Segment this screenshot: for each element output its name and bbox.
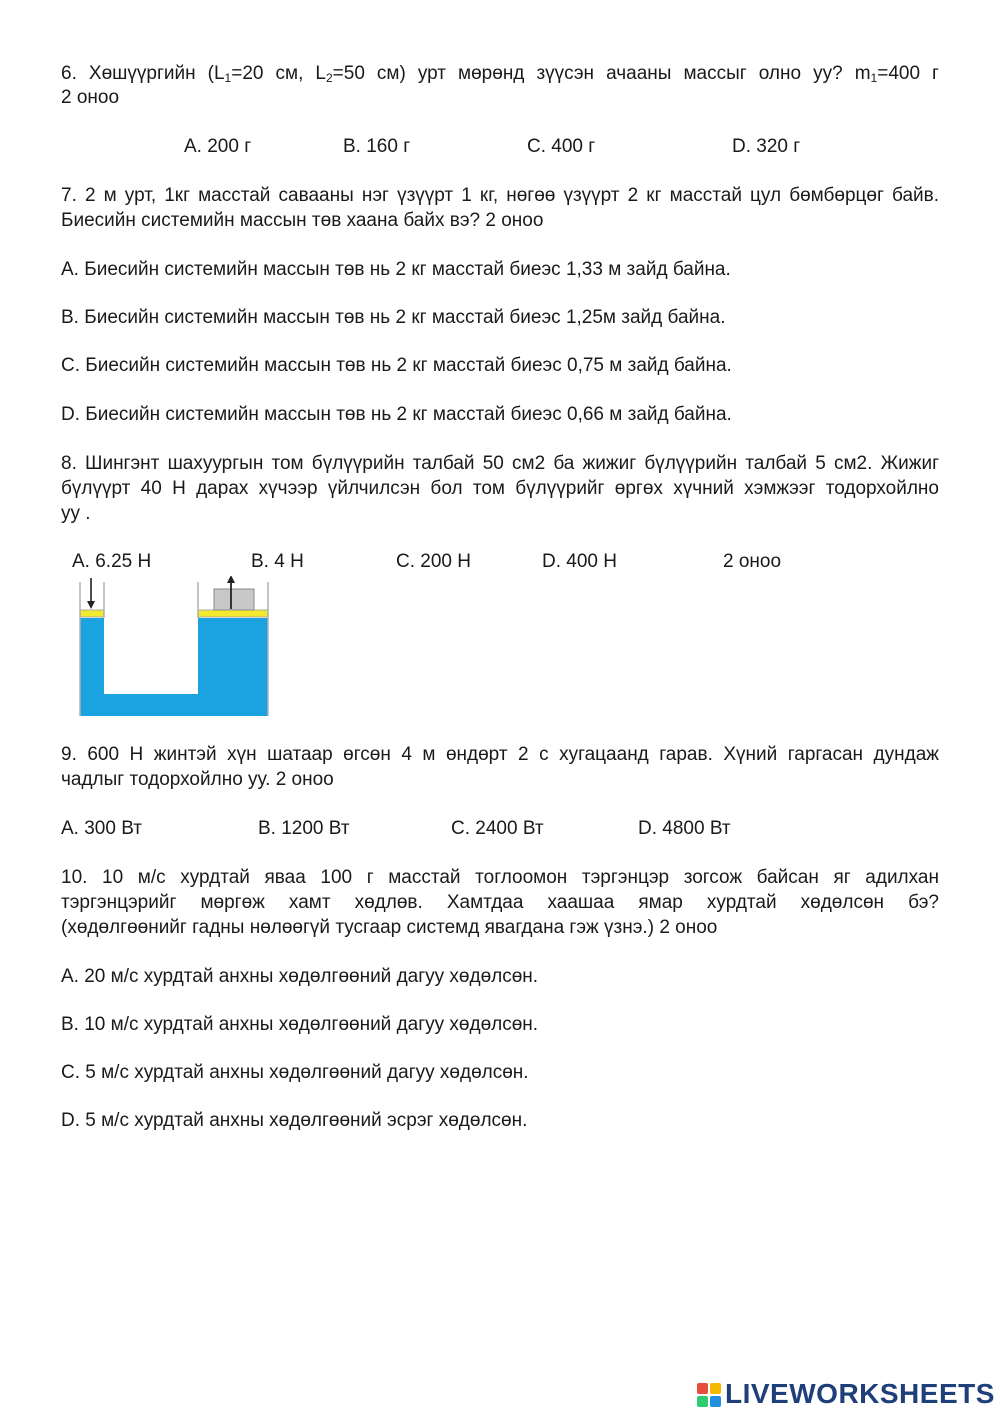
liveworksheets-logo-icon: [697, 1381, 723, 1407]
down-force-arrow: [87, 578, 95, 609]
q10-option-c[interactable]: C. 5 м/с хурдтай анхны хөдөлгөөний дагуу хөдөлсөн.: [61, 1062, 529, 1083]
q7-option-d[interactable]: D. Биесийн системийн массын төв нь 2 кг масстай биеэс 0,66 м зайд байна.: [61, 404, 732, 425]
q8-option-d[interactable]: D. 400 Н: [542, 551, 617, 572]
load-weight: [214, 589, 254, 610]
q6-points: 2 оноо: [61, 87, 120, 108]
hydraulic-liquid: [80, 618, 268, 716]
q8-option-b[interactable]: B. 4 Н: [251, 551, 304, 572]
q9-option-b[interactable]: B. 1200 Вт: [258, 818, 350, 839]
q9-option-d[interactable]: D. 4800 Вт: [638, 818, 731, 839]
q7-text-line-1: 7. 2 м урт, 1кг масстай савааны нэг үзүүрт 1 кг, нөгөө үзүүрт 2 кг масстай цул бөмбөрцөг байв.: [61, 185, 939, 206]
q8-option-a[interactable]: A. 6.25 Н: [72, 551, 152, 572]
q9-text-line-2: чадлыг тодорхойлно уу. 2 оноо: [61, 769, 334, 790]
liveworksheets-logo[interactable]: [697, 1378, 995, 1410]
q10-option-a[interactable]: A. 20 м/с хурдтай анхны хөдөлгөөний дагуу хөдөлсөн.: [61, 966, 539, 987]
q7-text-line-2: Биесийн системийн массын төв хаана байх вэ? 2 оноо: [61, 210, 544, 231]
q6-option-c[interactable]: C. 400 г: [527, 136, 596, 157]
hydraulic-press-diagram: [72, 576, 278, 722]
q10-text-line-2: тэргэнцэрийг мөргөж хамт хөдлөв. Хамтдаа хаашаа ямар хурдтай хөдөлсөн бэ?: [61, 892, 939, 913]
q7-option-a[interactable]: A. Биесийн системийн массын төв нь 2 кг масстай биеэс 1,33 м зайд байна.: [61, 259, 731, 280]
q9-text-line-1: 9. 600 Н жинтэй хүн шатаар өгсөн 4 м өндөрт 2 с хугацаанд гарав. Хүний гаргасан дундаж: [61, 744, 939, 765]
q10-text-line-3: (хөдөлгөөнийг гадны нөлөөгүй тусгаар системд явагдана гэж үзнэ.) 2 оноо: [61, 917, 718, 938]
q6-option-a[interactable]: A. 200 г: [184, 136, 252, 157]
q9-option-c[interactable]: C. 2400 Вт: [451, 818, 544, 839]
q9-option-a[interactable]: A. 300 Вт: [61, 818, 142, 839]
q10-text-line-1: 10. 10 м/с хурдтай яваа 100 г масстай тоглоомон тэргэнцэр зогсож байсан яг адилхан: [61, 867, 939, 888]
q6-option-d[interactable]: D. 320 г: [732, 136, 801, 157]
q7-option-c[interactable]: C. Биесийн системийн массын төв нь 2 кг масстай биеэс 0,75 м зайд байна.: [61, 355, 732, 376]
q8-text-line-2: бүлүүрт 40 Н дарах хүчээр үйлчилсэн бол том бүлүүрийг өргөх хүчний хэмжээг тодорхойлно: [61, 478, 939, 499]
q8-points: 2 оноо: [723, 551, 782, 572]
q6-text-line-1: 6. Хөшүүргийн ($L_1=20$ см, $L_2=50$ см) урт мөрөнд зүүсэн ачааны массыг олно уу? $m_1=400$ г: [61, 63, 939, 85]
q10-option-d[interactable]: D. 5 м/с хурдтай анхны хөдөлгөөний эсрэг хөдөлсөн.: [61, 1110, 528, 1131]
liveworksheets-logo-text: LIVEWORKSHEETS: [725, 1378, 995, 1409]
q7-option-b[interactable]: B. Биесийн системийн массын төв нь 2 кг масстай биеэс 1,25м зайд байна.: [61, 307, 726, 328]
small-piston: [80, 610, 104, 617]
large-piston: [198, 610, 268, 617]
q6-option-b[interactable]: B. 160 г: [343, 136, 411, 157]
q8-text-line-1: 8. Шингэнт шахуургын том бүлүүрийн талбай 50 см2 ба жижиг бүлүүрийн талбай 5 см2. Жижиг: [61, 453, 939, 474]
q10-option-b[interactable]: B. 10 м/с хурдтай анхны хөдөлгөөний дагуу хөдөлсөн.: [61, 1014, 539, 1035]
q8-option-c[interactable]: C. 200 Н: [396, 551, 471, 572]
q8-text-line-3: уу .: [61, 503, 91, 524]
